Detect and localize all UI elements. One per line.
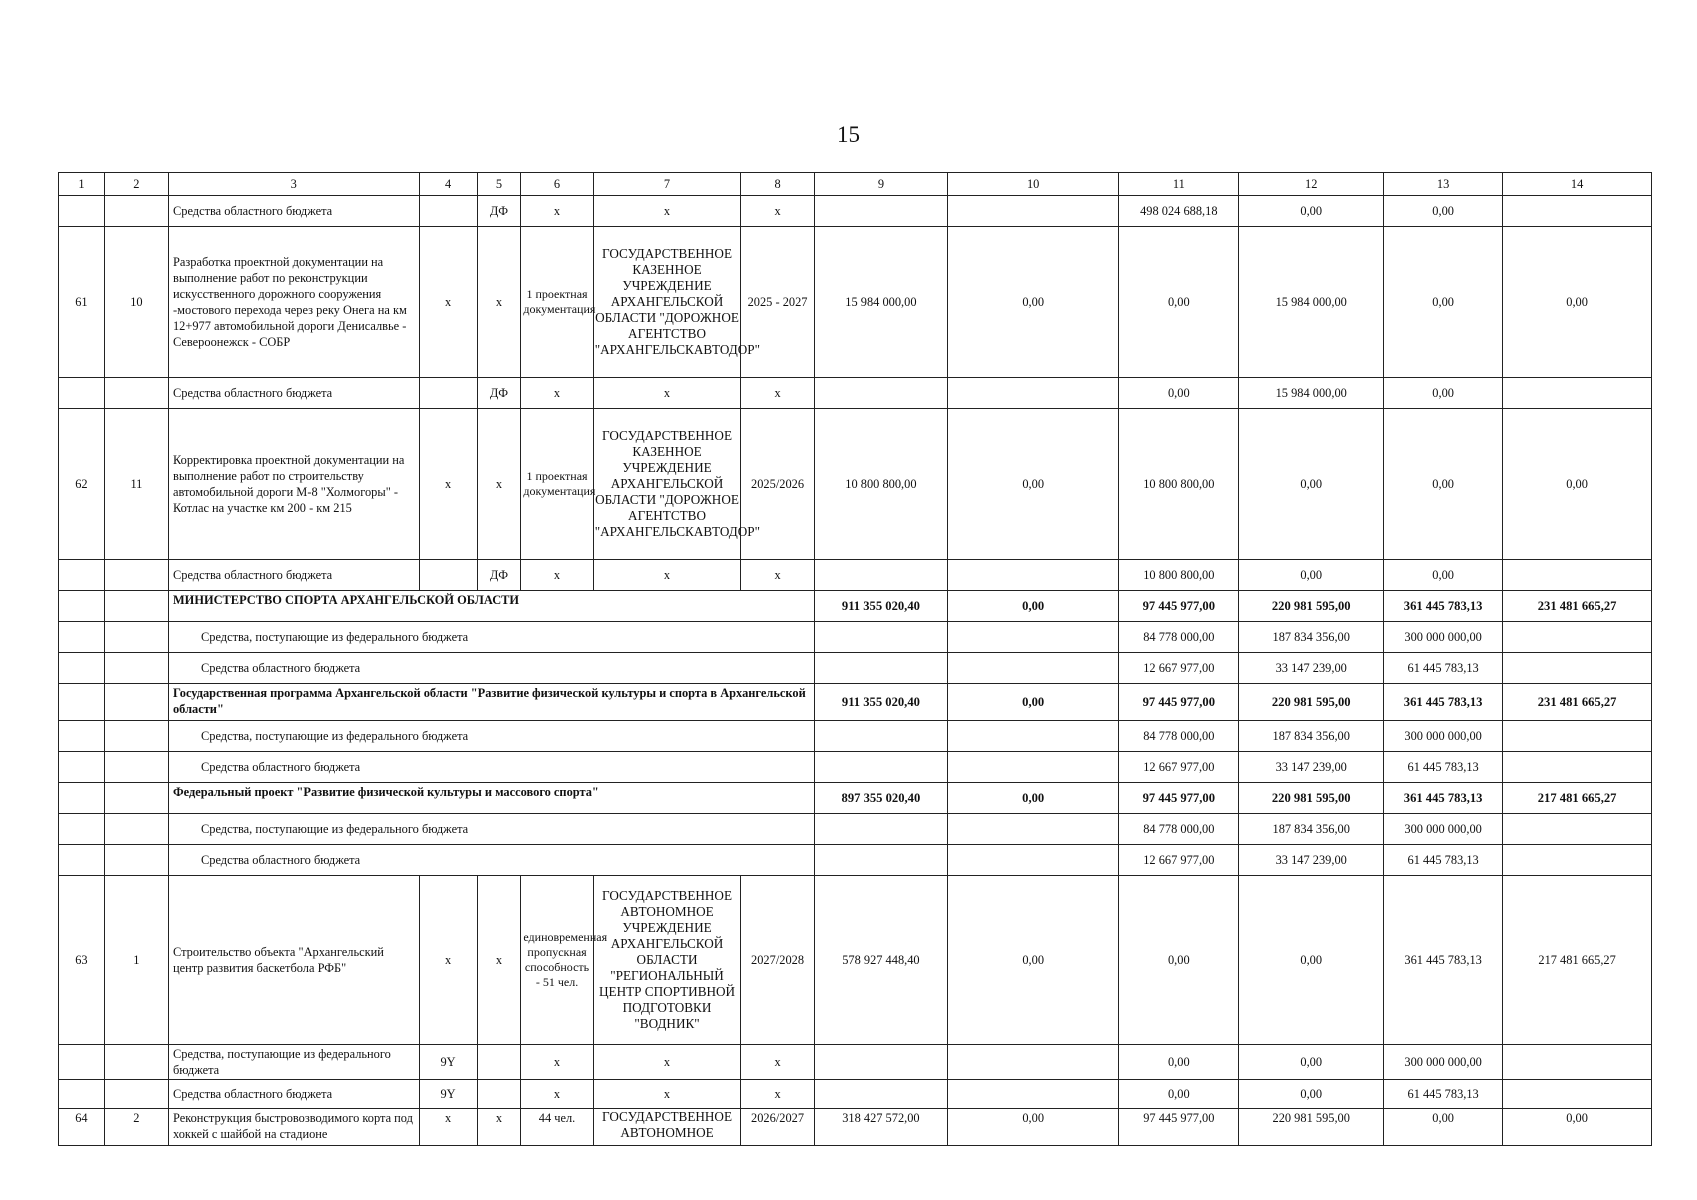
cell: 897 355 020,40 — [814, 783, 947, 814]
table-row — [59, 196, 1652, 227]
cell: 187 834 356,00 — [1239, 622, 1384, 653]
header-row — [59, 173, 1652, 196]
row-name: Средства областного бюджета — [168, 845, 814, 876]
cell: 0,00 — [1239, 876, 1384, 1045]
table-row — [59, 560, 1652, 591]
row-name: Строительство объекта "Архангельский центр развития баскетбола РФБ" — [168, 876, 419, 1045]
col-header: 3 — [168, 173, 419, 196]
cell: 10 800 800,00 — [1119, 409, 1239, 560]
cell: 0,00 — [1119, 378, 1239, 409]
col-header: 5 — [477, 173, 521, 196]
cell: 33 147 239,00 — [1239, 845, 1384, 876]
cell: x — [593, 378, 741, 409]
cell: x — [593, 560, 741, 591]
row-name: Средства областного бюджета — [168, 196, 419, 227]
cell: 9Y — [419, 1045, 477, 1080]
row-name: Корректировка проектной документации на выполнение работ по строительству автомобильной дороги М-8 "Холмогоры" - Котлас на участке км 200 - км 215 — [168, 409, 419, 560]
cell: 15 984 000,00 — [1239, 227, 1384, 378]
row-name: Средства, поступающие из федерального бюджета — [168, 721, 814, 752]
cell: 97 445 977,00 — [1119, 783, 1239, 814]
cell: 0,00 — [1384, 409, 1503, 560]
cell: x — [419, 1109, 477, 1146]
cell: 12 667 977,00 — [1119, 653, 1239, 684]
cell: x — [419, 409, 477, 560]
cell: ДФ — [477, 378, 521, 409]
table-row — [59, 1045, 1652, 1080]
cell: 15 984 000,00 — [1239, 378, 1384, 409]
cell: 0,00 — [1239, 409, 1384, 560]
cell: 300 000 000,00 — [1384, 814, 1503, 845]
table-row — [59, 814, 1652, 845]
cell: 12 667 977,00 — [1119, 845, 1239, 876]
cell: 84 778 000,00 — [1119, 814, 1239, 845]
cell: 361 445 783,13 — [1384, 783, 1503, 814]
cell: 0,00 — [1503, 227, 1652, 378]
cell: 0,00 — [1503, 409, 1652, 560]
cell: ДФ — [477, 196, 521, 227]
cell: 0,00 — [948, 1109, 1119, 1146]
col-header: 11 — [1119, 173, 1239, 196]
cell: 97 445 977,00 — [1119, 1109, 1239, 1146]
table-row — [59, 752, 1652, 783]
cell: 578 927 448,40 — [814, 876, 947, 1045]
cell: x — [741, 560, 814, 591]
cell: 2025/2026 — [741, 409, 814, 560]
cell: 10 800 800,00 — [814, 409, 947, 560]
row-name: Средства областного бюджета — [168, 752, 814, 783]
page-number: 15 — [837, 122, 860, 147]
row-name: Средства областного бюджета — [168, 1080, 419, 1109]
cell: 0,00 — [1503, 1109, 1652, 1146]
cell: 61 445 783,13 — [1384, 752, 1503, 783]
table-row — [59, 653, 1652, 684]
cell: 187 834 356,00 — [1239, 721, 1384, 752]
cell: ГОСУДАРСТВЕННОЕ КАЗЕННОЕ УЧРЕЖДЕНИЕ АРХАНГЕЛЬСКОЙ ОБЛАСТИ "ДОРОЖНОЕ АГЕНТСТВО "АРХАНГЕЛЬСКАВТОДОР" — [593, 227, 741, 378]
budget-table — [58, 172, 1652, 1146]
cell: x — [521, 1045, 593, 1080]
cell: 0,00 — [1119, 876, 1239, 1045]
cell: 0,00 — [1239, 1080, 1384, 1109]
section-row — [59, 591, 1652, 622]
col-header: 9 — [814, 173, 947, 196]
cell: 0,00 — [948, 409, 1119, 560]
cell: ДФ — [477, 560, 521, 591]
cell: x — [593, 196, 741, 227]
cell: x — [741, 1080, 814, 1109]
row-name: Средства областного бюджета — [168, 378, 419, 409]
cell: 33 147 239,00 — [1239, 752, 1384, 783]
row-name: Средства областного бюджета — [168, 560, 419, 591]
cell: 1 проектная документация — [521, 227, 593, 378]
cell: 44 чел. — [521, 1109, 593, 1146]
cell: 2027/2028 — [741, 876, 814, 1045]
section-title: Государственная программа Архангельской области "Развитие физической культуры и спорта в Архангельской области" — [168, 684, 814, 721]
cell: x — [477, 1109, 521, 1146]
cell: 231 481 665,27 — [1503, 591, 1652, 622]
cell: x — [521, 196, 593, 227]
cell: 0,00 — [948, 227, 1119, 378]
cell: 11 — [104, 409, 168, 560]
row-name: Средства, поступающие из федерального бюджета — [168, 814, 814, 845]
cell: 0,00 — [1239, 1045, 1384, 1080]
cell: 0,00 — [948, 591, 1119, 622]
cell: 318 427 572,00 — [814, 1109, 947, 1146]
cell: x — [593, 1080, 741, 1109]
cell: 0,00 — [1239, 560, 1384, 591]
cell: 361 445 783,13 — [1384, 684, 1503, 721]
cell: x — [477, 876, 521, 1045]
cell: 2 — [104, 1109, 168, 1146]
cell: ГОСУДАРСТВЕННОЕ АВТОНОМНОЕ — [593, 1109, 741, 1146]
cell: 300 000 000,00 — [1384, 1045, 1503, 1080]
table-row — [59, 227, 1652, 378]
row-name: Средства, поступающие из федерального бюджета — [168, 622, 814, 653]
col-header: 6 — [521, 173, 593, 196]
col-header: 12 — [1239, 173, 1384, 196]
cell: 2026/2027 — [741, 1109, 814, 1146]
cell: 0,00 — [1384, 560, 1503, 591]
cell: 12 667 977,00 — [1119, 752, 1239, 783]
cell: x — [521, 378, 593, 409]
cell: 15 984 000,00 — [814, 227, 947, 378]
cell: 61 445 783,13 — [1384, 845, 1503, 876]
cell: 220 981 595,00 — [1239, 1109, 1384, 1146]
section-row — [59, 684, 1652, 721]
cell: 0,00 — [948, 684, 1119, 721]
section-title: Федеральный проект "Развитие физической культуры и массового спорта" — [168, 783, 814, 814]
cell: 0,00 — [1119, 1080, 1239, 1109]
row-name: Разработка проектной документации на выполнение работ по реконструкции искусственного дорожного сооружения -мостового перехода через реку Онега на км 12+977 автомобильной дороги Денисалвье - Североонежск - СОБР — [168, 227, 419, 378]
table-row — [59, 1109, 1652, 1146]
row-name: Средства, поступающие из федерального бюджета — [168, 1045, 419, 1080]
cell: x — [521, 1080, 593, 1109]
col-header: 14 — [1503, 173, 1652, 196]
section-title: МИНИСТЕРСТВО СПОРТА АРХАНГЕЛЬСКОЙ ОБЛАСТИ — [168, 591, 814, 622]
col-header: 1 — [59, 173, 105, 196]
cell: 10 — [104, 227, 168, 378]
cell: 0,00 — [1239, 196, 1384, 227]
cell: 220 981 595,00 — [1239, 684, 1384, 721]
cell: 0,00 — [1384, 196, 1503, 227]
table-row — [59, 622, 1652, 653]
col-header: 13 — [1384, 173, 1503, 196]
cell: 0,00 — [1119, 227, 1239, 378]
cell: 498 024 688,18 — [1119, 196, 1239, 227]
cell: 361 445 783,13 — [1384, 876, 1503, 1045]
cell: ГОСУДАРСТВЕННОЕ АВТОНОМНОЕ УЧРЕЖДЕНИЕ АРХАНГЕЛЬСКОЙ ОБЛАСТИ "РЕГИОНАЛЬНЫЙ ЦЕНТР СПОРТИВНОЙ ПОДГОТОВКИ "ВОДНИК" — [593, 876, 741, 1045]
col-header: 7 — [593, 173, 741, 196]
cell: 63 — [59, 876, 105, 1045]
cell: x — [741, 196, 814, 227]
col-header: 10 — [948, 173, 1119, 196]
cell: x — [741, 1045, 814, 1080]
row-name: Реконструкция быстровозводимого корта под хоккей с шайбой на стадионе — [168, 1109, 419, 1146]
cell: 187 834 356,00 — [1239, 814, 1384, 845]
cell: 361 445 783,13 — [1384, 591, 1503, 622]
cell: 84 778 000,00 — [1119, 721, 1239, 752]
cell: x — [477, 409, 521, 560]
cell: ГОСУДАРСТВЕННОЕ КАЗЕННОЕ УЧРЕЖДЕНИЕ АРХАНГЕЛЬСКОЙ ОБЛАСТИ "ДОРОЖНОЕ АГЕНТСТВО "АРХАНГЕЛЬСКАВТОДОР" — [593, 409, 741, 560]
cell: 231 481 665,27 — [1503, 684, 1652, 721]
col-header: 2 — [104, 173, 168, 196]
table-row — [59, 409, 1652, 560]
table-row — [59, 721, 1652, 752]
cell: 1 проектная документация — [521, 409, 593, 560]
cell: 911 355 020,40 — [814, 684, 947, 721]
cell: 97 445 977,00 — [1119, 591, 1239, 622]
table-row — [59, 876, 1652, 1045]
cell: 33 147 239,00 — [1239, 653, 1384, 684]
cell: 0,00 — [1384, 378, 1503, 409]
cell: 1 — [104, 876, 168, 1045]
cell: 9Y — [419, 1080, 477, 1109]
cell: 10 800 800,00 — [1119, 560, 1239, 591]
cell: 0,00 — [948, 876, 1119, 1045]
cell: 0,00 — [948, 783, 1119, 814]
cell: x — [521, 560, 593, 591]
cell: 0,00 — [1384, 1109, 1503, 1146]
col-header: 4 — [419, 173, 477, 196]
cell: 220 981 595,00 — [1239, 783, 1384, 814]
table-row — [59, 1080, 1652, 1109]
cell: 2025 - 2027 — [741, 227, 814, 378]
cell: 64 — [59, 1109, 105, 1146]
cell: 62 — [59, 409, 105, 560]
cell: 300 000 000,00 — [1384, 721, 1503, 752]
cell: 911 355 020,40 — [814, 591, 947, 622]
cell: единовременная пропускная способность - 51 чел. — [521, 876, 593, 1045]
cell: 217 481 665,27 — [1503, 876, 1652, 1045]
cell: x — [419, 876, 477, 1045]
cell: 0,00 — [1119, 1045, 1239, 1080]
cell: 220 981 595,00 — [1239, 591, 1384, 622]
section-row — [59, 783, 1652, 814]
cell: 0,00 — [1384, 227, 1503, 378]
cell: 61 — [59, 227, 105, 378]
cell: 97 445 977,00 — [1119, 684, 1239, 721]
cell: 61 445 783,13 — [1384, 653, 1503, 684]
row-name: Средства областного бюджета — [168, 653, 814, 684]
cell: 84 778 000,00 — [1119, 622, 1239, 653]
col-header: 8 — [741, 173, 814, 196]
cell: 61 445 783,13 — [1384, 1080, 1503, 1109]
table-row — [59, 378, 1652, 409]
cell: 300 000 000,00 — [1384, 622, 1503, 653]
cell: x — [419, 227, 477, 378]
cell: x — [593, 1045, 741, 1080]
cell: x — [741, 378, 814, 409]
table-row — [59, 845, 1652, 876]
cell: x — [477, 227, 521, 378]
cell: 217 481 665,27 — [1503, 783, 1652, 814]
